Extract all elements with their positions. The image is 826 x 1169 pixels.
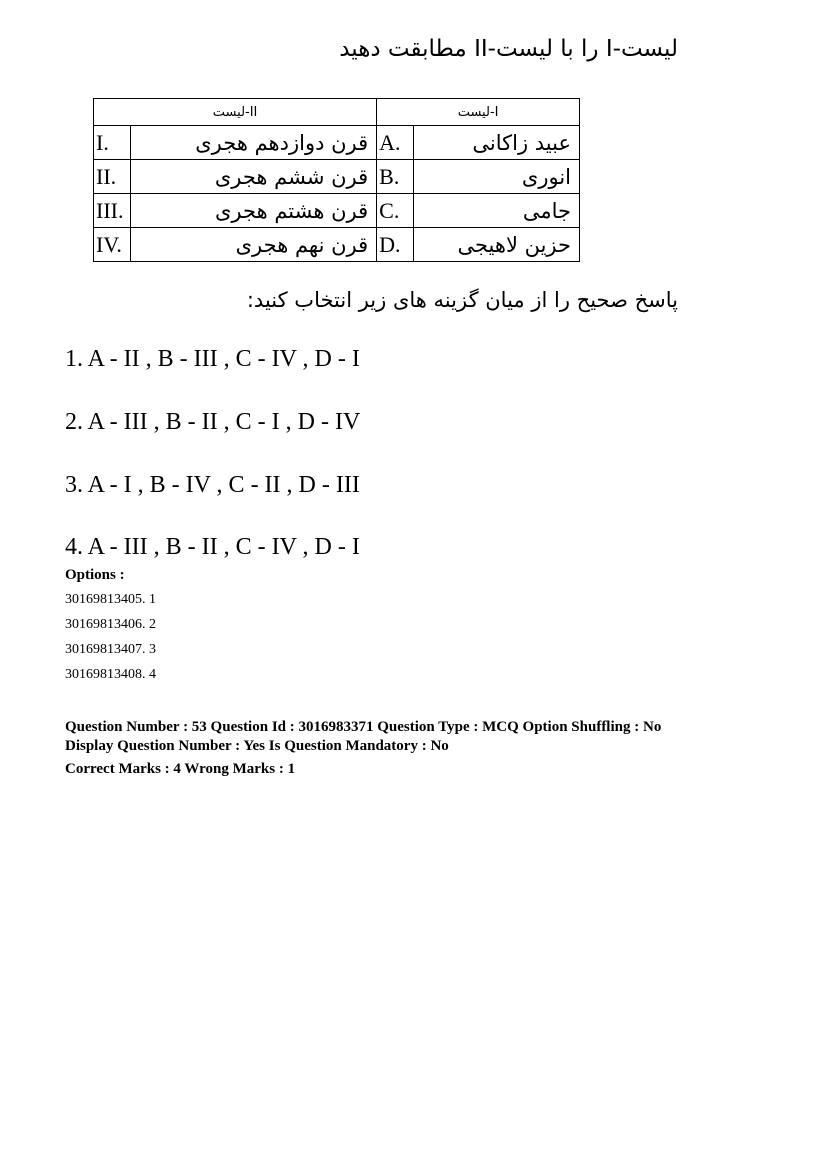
- question-info-line-2: Display Question Number : Yes Is Question Mandatory : No: [65, 738, 449, 754]
- options-label: Options :: [65, 567, 125, 583]
- list2-item: قرن ششم هجری: [131, 160, 377, 194]
- answer-choice-4: 4. A - III , B - II , C - IV , D - I: [65, 534, 360, 560]
- instruction-text: پاسخ صحیح را از میان گزینه های زیر انتخاب کنید:: [246, 288, 678, 312]
- list2-item: قرن دوازدهم هجری: [131, 126, 377, 160]
- letter-code: A.: [377, 126, 414, 160]
- option-id: 30169813405. 1: [65, 592, 156, 607]
- option-id: 30169813408. 4: [65, 667, 156, 682]
- list1-item: جامی: [414, 194, 580, 228]
- list1-item: انوری: [414, 160, 580, 194]
- roman-numeral: III.: [94, 194, 131, 228]
- table-row: [94, 160, 580, 194]
- answer-choice-1: 1. A - II , B - III , C - IV , D - I: [65, 346, 360, 372]
- roman-numeral: II.: [94, 160, 131, 194]
- question-info-line-1: Question Number : 53 Question Id : 3016983371 Question Type : MCQ Option Shuffling : No: [65, 719, 662, 735]
- table-row: [94, 228, 580, 262]
- answer-choice-2: 2. A - III , B - II , C - I , D - IV: [65, 409, 361, 435]
- option-id: 30169813406. 2: [65, 617, 156, 632]
- question-title: لیست-I را با لیست-II مطابقت دهید: [339, 36, 678, 62]
- roman-numeral: IV.: [94, 228, 131, 262]
- list2-item: قرن هشتم هجری: [131, 194, 377, 228]
- letter-code: C.: [377, 194, 414, 228]
- question-info-line-3: Correct Marks : 4 Wrong Marks : 1: [65, 761, 296, 777]
- list2-item: قرن نهم هجری: [131, 228, 377, 262]
- option-id: 30169813407. 3: [65, 642, 156, 657]
- table-row: [94, 194, 580, 228]
- answer-choice-3: 3. A - I , B - IV , C - II , D - III: [65, 472, 360, 498]
- list1-item: حزین لاهیجی: [414, 228, 580, 262]
- roman-numeral: I.: [94, 126, 131, 160]
- header-list-2: لیست-II: [94, 99, 377, 126]
- header-list-1: لیست-I: [377, 99, 580, 126]
- table-header-row: [94, 99, 580, 126]
- table-row: [94, 126, 580, 160]
- letter-code: B.: [377, 160, 414, 194]
- matching-table: [93, 98, 580, 262]
- letter-code: D.: [377, 228, 414, 262]
- list1-item: عبید زاکانی: [414, 126, 580, 160]
